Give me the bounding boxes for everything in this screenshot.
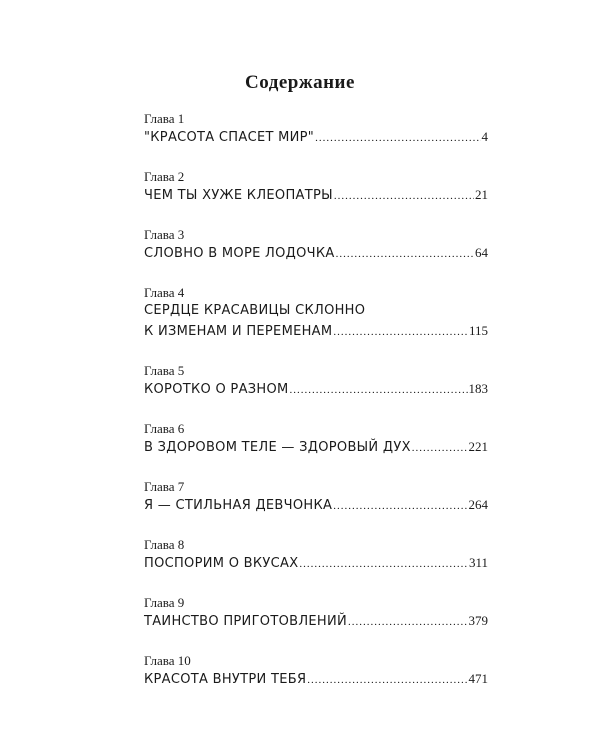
toc-line — [144, 243, 488, 263]
dot-leader — [348, 612, 467, 632]
dot-leader — [315, 128, 480, 148]
toc-line — [144, 553, 488, 573]
chapter-title: "КРАСОТА СПАСЕТ МИР" — [144, 130, 315, 145]
toc-line — [144, 495, 488, 515]
page-number: 4 — [481, 129, 488, 144]
dot-leader — [290, 380, 468, 400]
chapter-label: Глава 8 — [144, 537, 185, 552]
table-of-contents — [144, 111, 488, 711]
toc-line — [144, 301, 488, 321]
page-number: 264 — [468, 497, 488, 512]
toc-entry — [144, 285, 488, 341]
dot-leader — [412, 438, 468, 458]
toc-line — [144, 127, 488, 147]
page-number: 221 — [468, 439, 488, 454]
chapter-label: Глава 5 — [144, 363, 185, 378]
chapter-title: ТАИНСТВО ПРИГОТОВЛЕНИЙ — [144, 614, 348, 629]
dot-leader — [307, 670, 467, 690]
chapter-label: Глава 3 — [144, 227, 185, 242]
chapter-title-first-line: СЕРДЦЕ КРАСАВИЦЫ СКЛОННО — [144, 303, 366, 318]
chapter-label: Глава 2 — [144, 169, 185, 184]
chapter-label: Глава 10 — [144, 653, 191, 668]
chapter-title: КРАСОТА ВНУТРИ ТЕБЯ — [144, 672, 307, 687]
dot-leader — [299, 554, 468, 574]
toc-line — [144, 669, 488, 689]
chapter-title: КОРОТКО О РАЗНОМ — [144, 382, 289, 397]
toc-entry — [144, 227, 488, 263]
toc-entry — [144, 111, 488, 147]
toc-entry — [144, 479, 488, 515]
toc-entry — [144, 363, 488, 399]
page-number: 183 — [468, 381, 488, 396]
chapter-label: Глава 4 — [144, 285, 185, 300]
dot-leader — [336, 244, 474, 264]
chapter-title: ПОСПОРИМ О ВКУСАХ — [144, 556, 299, 571]
dot-leader — [333, 322, 468, 342]
dot-leader — [334, 186, 474, 206]
toc-line — [144, 437, 488, 457]
toc-line — [144, 185, 488, 205]
page-number: 21 — [475, 187, 488, 202]
toc-line — [144, 321, 488, 341]
toc-entry — [144, 421, 488, 457]
toc-entry — [144, 653, 488, 689]
chapter-label: Глава 6 — [144, 421, 185, 436]
page-number: 311 — [468, 555, 488, 570]
page-number: 115 — [468, 323, 488, 338]
toc-entry — [144, 537, 488, 573]
page-title: Содержание — [245, 72, 355, 93]
dot-leader — [333, 496, 467, 516]
toc-entry — [144, 169, 488, 205]
toc-entry — [144, 595, 488, 631]
chapter-label: Глава 9 — [144, 595, 185, 610]
chapter-title: СЛОВНО В МОРЕ ЛОДОЧКА — [144, 246, 335, 261]
chapter-label: Глава 7 — [144, 479, 185, 494]
chapter-title: К ИЗМЕНАМ И ПЕРЕМЕНАМ — [144, 324, 333, 339]
chapter-title: ЧЕМ ТЫ ХУЖЕ КЛЕОПАТРЫ — [144, 188, 333, 203]
chapter-label: Глава 1 — [144, 111, 185, 126]
chapter-title: Я — СТИЛЬНАЯ ДЕВЧОНКА — [144, 498, 333, 513]
toc-line — [144, 379, 488, 399]
page-number: 64 — [475, 245, 488, 260]
chapter-title: В ЗДОРОВОМ ТЕЛЕ — ЗДОРОВЫЙ ДУХ — [144, 440, 411, 455]
toc-line — [144, 611, 488, 631]
page-number: 471 — [468, 671, 488, 686]
page-number: 379 — [468, 613, 488, 628]
